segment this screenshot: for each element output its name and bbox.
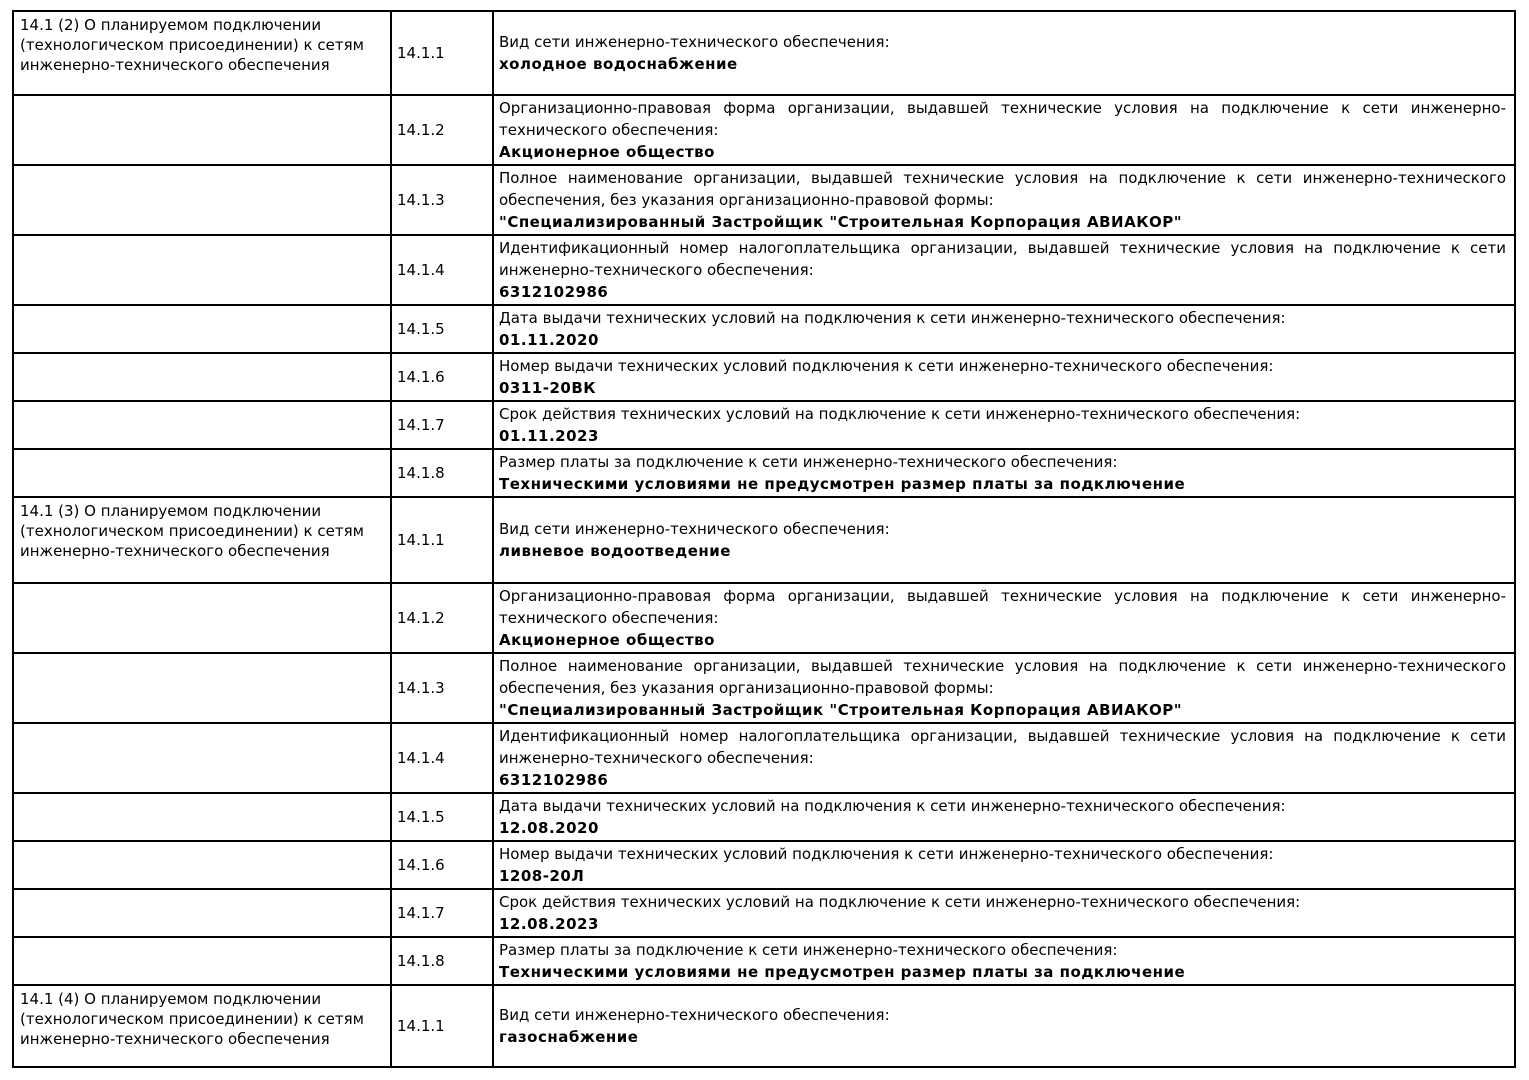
field-cell [493, 889, 1515, 937]
field-cell [493, 95, 1515, 165]
item-number-cell [391, 889, 493, 937]
item-number-cell [391, 401, 493, 449]
section-title-cell [13, 985, 391, 1067]
field-label: Дата выдачи технических условий на подключения к сети инженерно-технического обеспечения: [499, 797, 1286, 815]
item-number-cell [391, 937, 493, 985]
field-cell [493, 449, 1515, 497]
item-number-cell [391, 793, 493, 841]
empty-cell [13, 305, 391, 353]
item-number: 14.1.1 [397, 44, 445, 62]
field-value: газоснабжение [499, 1028, 639, 1046]
item-number-cell [391, 11, 493, 95]
table-row [13, 653, 1515, 723]
item-number: 14.1.8 [397, 952, 445, 970]
item-number: 14.1.2 [397, 609, 445, 627]
table-row [13, 583, 1515, 653]
empty-cell [13, 653, 391, 723]
field-cell [493, 497, 1515, 583]
section-title: 14.1 (3) О планируемом подключении (технологическом присоединении) к сетям инженерно-технического обеспечения [20, 502, 364, 560]
field-label: Срок действия технических условий на подключение к сети инженерно-технического обеспечения: [499, 893, 1301, 911]
empty-cell [13, 95, 391, 165]
item-number-cell [391, 165, 493, 235]
table-row [13, 449, 1515, 497]
field-label: Организационно-правовая форма организации, выдавшей технические условия на подключение к сети инженерно-технического обеспечения: [499, 587, 1506, 627]
section-title: 14.1 (2) О планируемом подключении (технологическом присоединении) к сетям инженерно-технического обеспечения [20, 16, 364, 74]
field-label: Номер выдачи технических условий подключения к сети инженерно-технического обеспечения: [499, 357, 1274, 375]
field-value: Техническими условиями не предусмотрен размер платы за подключение [499, 475, 1186, 493]
empty-cell [13, 401, 391, 449]
table-row [13, 937, 1515, 985]
field-value: 6312102986 [499, 283, 609, 301]
item-number: 14.1.5 [397, 808, 445, 826]
field-label: Полное наименование организации, выдавшей технические условия на подключение к сети инженерно-технического обеспечения, без указания организационно-правовой формы: [499, 169, 1506, 209]
field-label: Идентификационный номер налогоплательщика организации, выдавшей технические условия на подключение к сети инженерно-технического обеспечения: [499, 239, 1506, 279]
empty-cell [13, 235, 391, 305]
item-number: 14.1.2 [397, 121, 445, 139]
item-number: 14.1.5 [397, 320, 445, 338]
item-number-cell [391, 583, 493, 653]
empty-cell [13, 583, 391, 653]
table-row [13, 235, 1515, 305]
table-row [13, 165, 1515, 235]
field-label: Срок действия технических условий на подключение к сети инженерно-технического обеспечения: [499, 405, 1301, 423]
table-row [13, 889, 1515, 937]
field-cell [493, 793, 1515, 841]
field-label: Идентификационный номер налогоплательщика организации, выдавшей технические условия на подключение к сети инженерно-технического обеспечения: [499, 727, 1506, 767]
field-label: Номер выдачи технических условий подключения к сети инженерно-технического обеспечения: [499, 845, 1274, 863]
field-label: Размер платы за подключение к сети инженерно-технического обеспечения: [499, 941, 1118, 959]
empty-cell [13, 353, 391, 401]
item-number-cell [391, 353, 493, 401]
field-cell [493, 723, 1515, 793]
item-number-cell [391, 95, 493, 165]
item-number: 14.1.3 [397, 679, 445, 697]
item-number: 14.1.4 [397, 261, 445, 279]
table-row [13, 793, 1515, 841]
field-label: Дата выдачи технических условий на подключения к сети инженерно-технического обеспечения: [499, 309, 1286, 327]
item-number-cell [391, 985, 493, 1067]
empty-cell [13, 449, 391, 497]
item-number: 14.1.8 [397, 464, 445, 482]
section-title-cell [13, 497, 391, 583]
item-number-cell [391, 723, 493, 793]
field-cell [493, 165, 1515, 235]
field-value: 12.08.2020 [499, 819, 599, 837]
item-number: 14.1.7 [397, 416, 445, 434]
declaration-table [12, 10, 1516, 1068]
item-number-cell [391, 497, 493, 583]
table-row [13, 11, 1515, 95]
item-number-cell [391, 235, 493, 305]
field-value: "Специализированный Застройщик "Строительная Корпорация АВИАКОР" [499, 701, 1183, 719]
field-value: Акционерное общество [499, 143, 715, 161]
field-label: Вид сети инженерно-технического обеспечения: [499, 33, 890, 51]
field-label: Вид сети инженерно-технического обеспечения: [499, 1006, 890, 1024]
item-number-cell [391, 653, 493, 723]
field-cell [493, 841, 1515, 889]
table-row [13, 401, 1515, 449]
field-value: 6312102986 [499, 771, 609, 789]
item-number-cell [391, 449, 493, 497]
item-number: 14.1.6 [397, 856, 445, 874]
field-value: 12.08.2023 [499, 915, 599, 933]
item-number: 14.1.1 [397, 531, 445, 549]
field-value: 1208-20Л [499, 867, 585, 885]
item-number: 14.1.6 [397, 368, 445, 386]
table-row [13, 95, 1515, 165]
empty-cell [13, 889, 391, 937]
item-number-cell [391, 841, 493, 889]
item-number: 14.1.7 [397, 904, 445, 922]
empty-cell [13, 841, 391, 889]
empty-cell [13, 793, 391, 841]
item-number: 14.1.4 [397, 749, 445, 767]
table-row [13, 353, 1515, 401]
field-value: 0311-20ВК [499, 379, 597, 397]
field-cell [493, 583, 1515, 653]
table-row [13, 497, 1515, 583]
section-title-cell [13, 11, 391, 95]
field-cell [493, 305, 1515, 353]
section-title: 14.1 (4) О планируемом подключении (технологическом присоединении) к сетям инженерно-технического обеспечения [20, 990, 364, 1048]
field-label: Полное наименование организации, выдавшей технические условия на подключение к сети инженерно-технического обеспечения, без указания организационно-правовой формы: [499, 657, 1506, 697]
table-row [13, 985, 1515, 1067]
item-number: 14.1.3 [397, 191, 445, 209]
field-value: "Специализированный Застройщик "Строительная Корпорация АВИАКОР" [499, 213, 1183, 231]
field-cell [493, 353, 1515, 401]
field-label: Вид сети инженерно-технического обеспечения: [499, 520, 890, 538]
field-value: холодное водоснабжение [499, 55, 738, 73]
field-label: Организационно-правовая форма организации, выдавшей технические условия на подключение к сети инженерно-технического обеспечения: [499, 99, 1506, 139]
table-row [13, 305, 1515, 353]
empty-cell [13, 165, 391, 235]
field-cell [493, 985, 1515, 1067]
table-row [13, 841, 1515, 889]
field-value: 01.11.2020 [499, 331, 599, 349]
field-cell [493, 937, 1515, 985]
empty-cell [13, 937, 391, 985]
field-value: ливневое водоотведение [499, 542, 731, 560]
field-value: Акционерное общество [499, 631, 715, 649]
field-cell [493, 401, 1515, 449]
item-number: 14.1.1 [397, 1017, 445, 1035]
table-row [13, 723, 1515, 793]
field-value: Техническими условиями не предусмотрен размер платы за подключение [499, 963, 1186, 981]
empty-cell [13, 723, 391, 793]
field-cell [493, 235, 1515, 305]
field-cell [493, 653, 1515, 723]
field-cell [493, 11, 1515, 95]
field-label: Размер платы за подключение к сети инженерно-технического обеспечения: [499, 453, 1118, 471]
item-number-cell [391, 305, 493, 353]
field-value: 01.11.2023 [499, 427, 599, 445]
